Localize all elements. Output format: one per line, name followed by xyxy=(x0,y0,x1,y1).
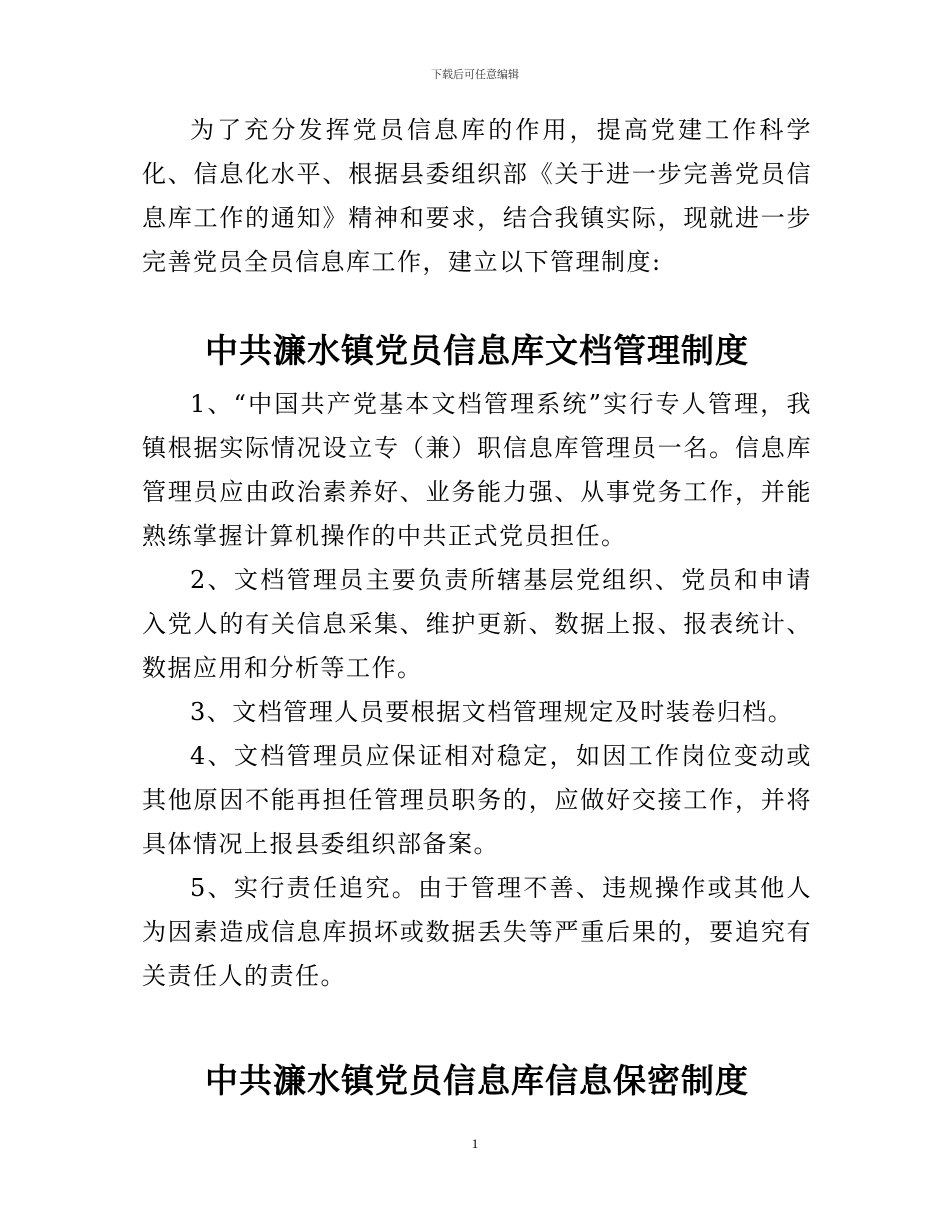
document-body xyxy=(142,108,812,1106)
section-1-item-1: 1、“中国共产党基本文档管理系统”实行专人管理，我镇根据实际情况设立专（兼）职信息库管理员一名。信息库管理员应由政治素养好、业务能力强、从事党务工作，并能熟练掌握计算机操作的中共正式党员担任。 xyxy=(142,390,812,550)
section-1-item-4: 4、文档管理员应保证相对稳定，如因工作岗位变动或其他原因不能再担任管理员职务的，应做好交接工作，并将具体情况上报县委组织部备案。 xyxy=(142,742,812,858)
section-1-item-5: 5、实行责任追究。由于管理不善、违规操作或其他人为因素造成信息库损坏或数据丢失等严重后果的，要追究有关责任人的责任。 xyxy=(142,874,812,990)
section-1-item-3: 3、文档管理人员要根据文档管理规定及时装卷归档。 xyxy=(190,698,794,726)
section-1-item-2: 2、文档管理员主要负责所辖基层党组织、党员和申请入党人的有关信息采集、维护更新、数据上报、报表统计、数据应用和分析等工作。 xyxy=(142,566,812,682)
page-number: 1 xyxy=(471,1136,479,1151)
header-note: 下载后可任意编辑 xyxy=(431,68,519,81)
section-1-title: 中共濂水镇党员信息库文档管理制度 xyxy=(205,331,749,370)
intro-paragraph: 为了充分发挥党员信息库的作用，提高党建工作科学化、信息化水平、根据县委组织部《关于进一步完善党员信息库工作的通知》精神和要求，结合我镇实际，现就进一步完善党员全员信息库工作，建立以下管理制度: xyxy=(142,116,812,276)
section-2-title: 中共濂水镇党员信息库信息保密制度 xyxy=(205,1061,749,1100)
